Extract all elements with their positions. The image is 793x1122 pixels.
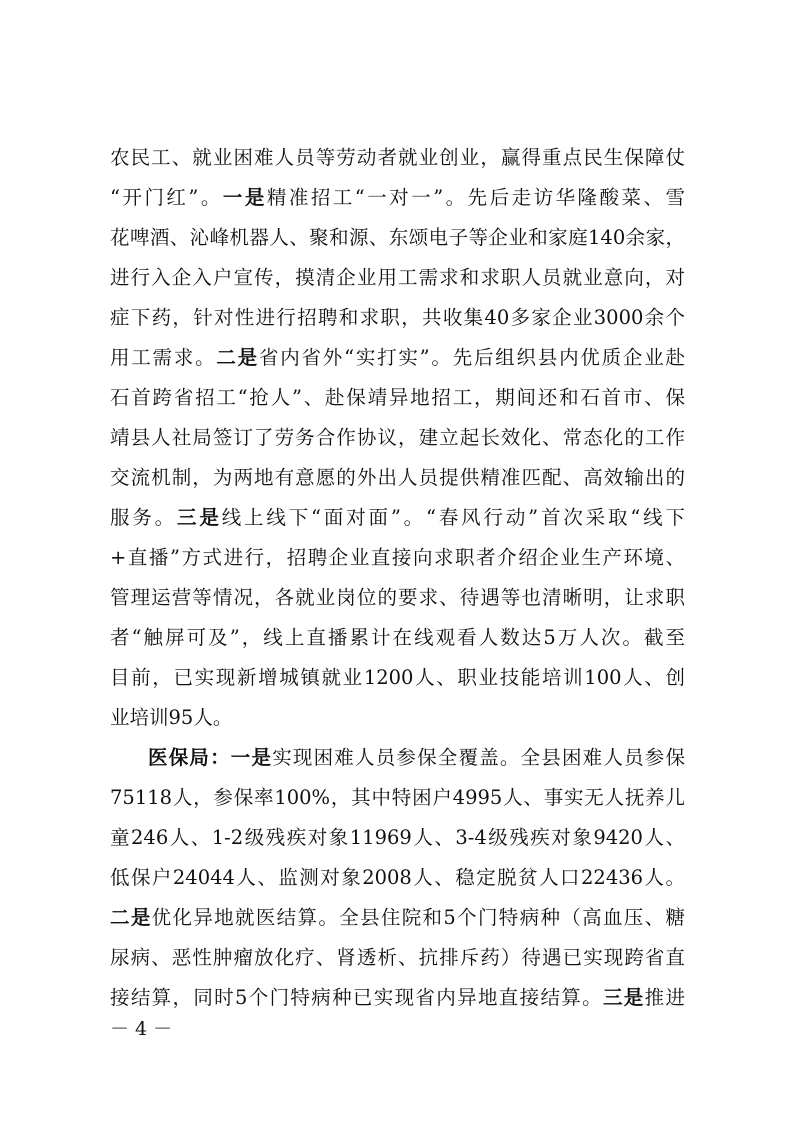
text-line: 石首跨省招工“抢人”、赴保靖异地招工，期间还和石首市、保 bbox=[110, 386, 685, 409]
text-line: 低保户24044人、监测对象2008人、稳定脱贫人口22436人。 bbox=[110, 866, 685, 889]
text-line: 目前，已实现新增城镇就业1200人、职业技能培训100人、创 bbox=[110, 666, 685, 689]
text-line: 管理运营等情况，各就业岗位的要求、待遇等也清晰明，让求职 bbox=[110, 586, 685, 609]
text-line: 农民工、就业困难人员等劳动者就业创业，赢得重点民生保障仗 bbox=[110, 146, 685, 169]
bold-marker: 三是 bbox=[177, 506, 222, 529]
text-line: 尿病、恶性肿瘤放化疗、肾透析、抗排斥药）待遇已实现跨省直 bbox=[110, 946, 685, 969]
text-line: 花啤酒、沁峰机器人、聚和源、东颂电子等企业和家庭140余家， bbox=[110, 226, 685, 249]
text-line: 接结算，同时5个门特病种已实现省内异地直接结算。三是推进 bbox=[110, 986, 685, 1009]
text-line: 业培训95人。 bbox=[110, 706, 233, 729]
text-line: 二是优化异地就医结算。全县住院和5个门特病种（高血压、糖 bbox=[110, 906, 685, 929]
page-number: － 4 － bbox=[110, 1018, 173, 1040]
text-line: 75118人，参保率100%，其中特困户4995人、事实无人抚养儿 bbox=[110, 786, 685, 809]
text-line: 交流机制，为两地有意愿的外出人员提供精准匹配、高效输出的 bbox=[110, 466, 685, 489]
text-line: 症下药，针对性进行招聘和求职，共收集40多家企业3000余个 bbox=[110, 306, 685, 329]
bold-marker: 二是 bbox=[110, 906, 152, 929]
bold-marker: 三是 bbox=[602, 986, 645, 1009]
text-line: 服务。三是线上线下“面对面”。“春风行动”首次采取“线下 bbox=[110, 506, 685, 529]
text-line: 童246人、1-2级残疾对象11969人、3-4级残疾对象9420人、 bbox=[110, 826, 685, 849]
section-heading-line: 医保局：一是实现困难人员参保全覆盖。全县困难人员参保 bbox=[148, 746, 685, 769]
text-line: 靖县人社局签订了劳务合作协议，建立起长效化、常态化的工作 bbox=[110, 426, 685, 449]
text-line: 者“触屏可及”，线上直播累计在线观看人数达5万人次。截至 bbox=[110, 626, 685, 649]
text-line: 进行入企入户宣传，摸清企业用工需求和求职人员就业意向，对 bbox=[110, 266, 685, 289]
text-line: +直播”方式进行，招聘企业直接向求职者介绍企业生产环境、 bbox=[110, 546, 685, 569]
bold-marker: 一是 bbox=[222, 186, 267, 209]
section-title: 医保局：一是 bbox=[148, 746, 273, 769]
text-line: 用工需求。二是省内省外“实打实”。先后组织县内优质企业赴 bbox=[110, 346, 685, 369]
bold-marker: 二是 bbox=[216, 346, 259, 369]
text-line: “开门红”。一是精准招工“一对一”。先后走访华隆酸菜、雪 bbox=[110, 186, 685, 209]
